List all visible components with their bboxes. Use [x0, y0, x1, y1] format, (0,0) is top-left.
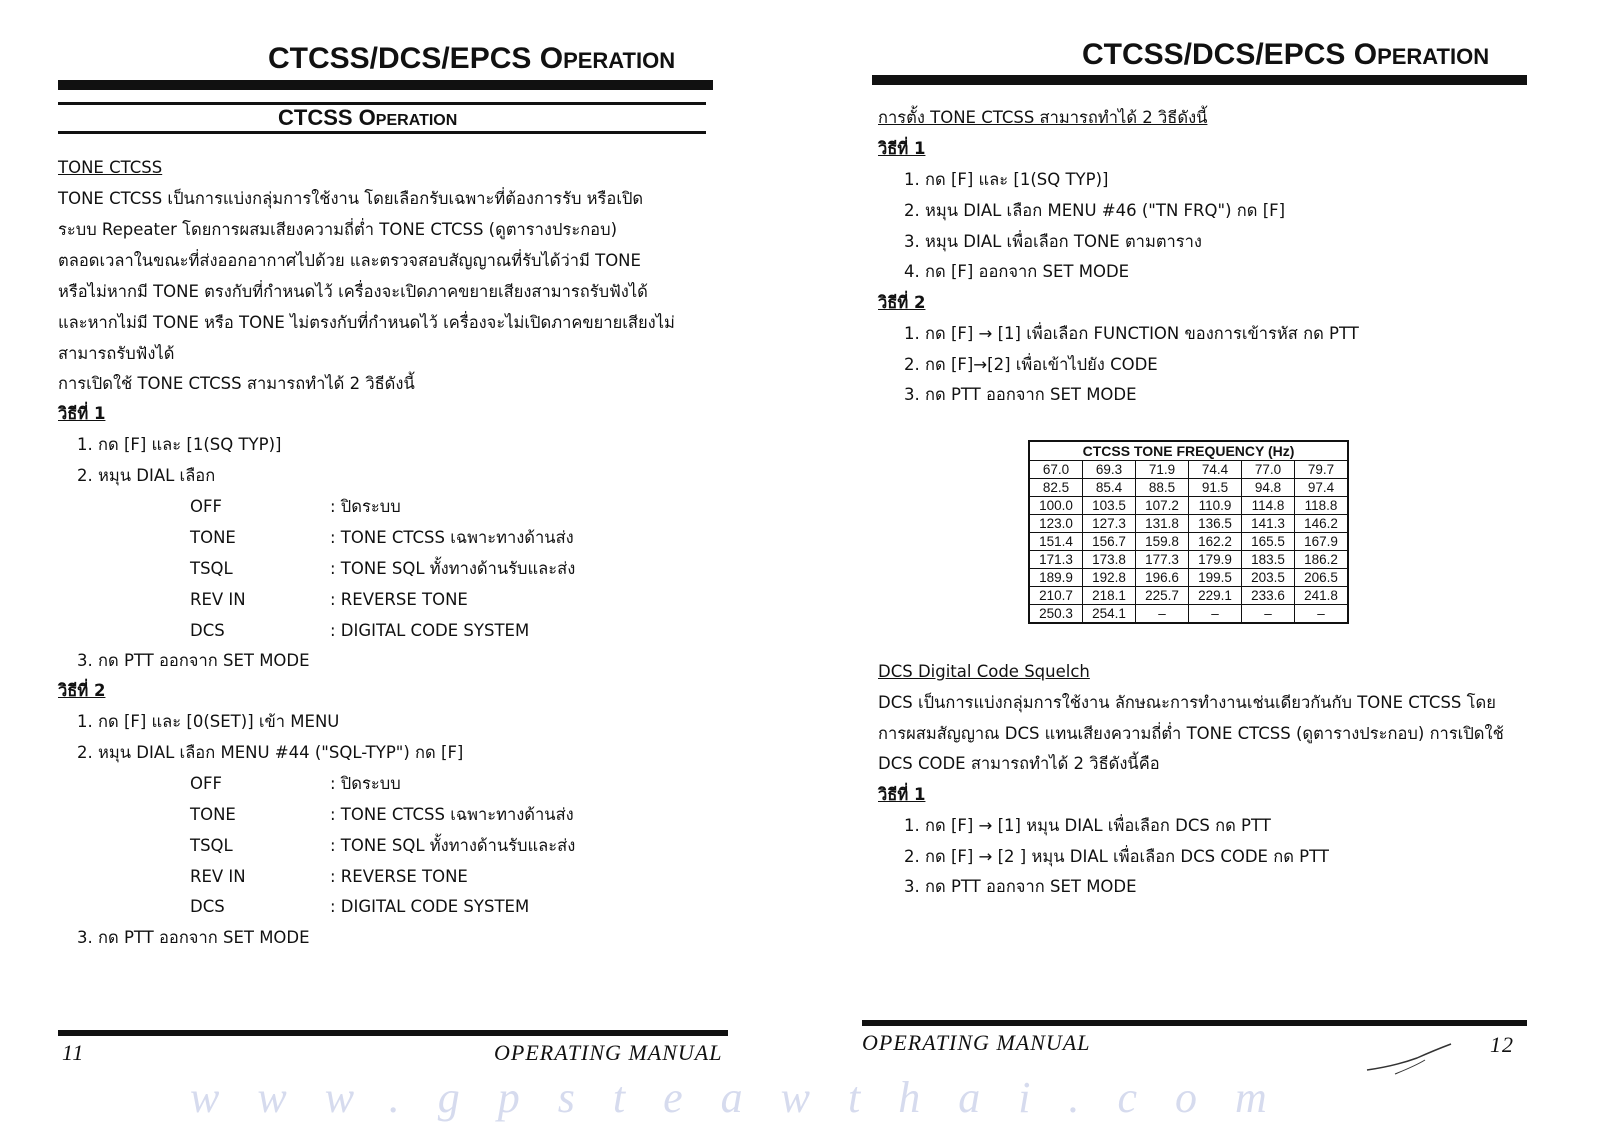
method2-step: 1. กด [F] → [1] เพื่อเลือก FUNCTION ของการเข้ารหัส กด PTT: [904, 324, 1359, 343]
table-cell: –: [1295, 605, 1349, 624]
table-cell: 159.8: [1136, 533, 1189, 551]
right-page-header: [1082, 38, 1489, 72]
table-cell: 186.2: [1295, 551, 1349, 569]
mode-name: DCS: [190, 897, 225, 916]
table-cell: 97.4: [1295, 479, 1349, 497]
mode-name: TSQL: [190, 836, 233, 855]
header-title-main: CTCSS/DCS/EPCS O: [268, 42, 564, 75]
method1-step: 4. กด [F] ออกจาก SET MODE: [904, 262, 1130, 281]
table-cell: –: [1189, 605, 1242, 624]
table-cell: 167.9: [1295, 533, 1349, 551]
table-cell: 77.0: [1242, 461, 1295, 479]
footer-rule: [862, 1020, 1527, 1026]
page-number: 11: [62, 1040, 85, 1065]
table-cell: 210.7: [1029, 587, 1083, 605]
header-title-small: PERATION: [1377, 44, 1490, 69]
paragraph-line: สามารถรับฟังได้: [58, 344, 175, 363]
table-title: CTCSS TONE FREQUENCY (Hz): [1029, 441, 1348, 461]
method2-step: 3. กด PTT ออกจาก SET MODE: [77, 928, 310, 947]
mode-name: TONE: [190, 805, 236, 824]
table-row: [1029, 605, 1348, 624]
method1-step: 1. กด [F] และ [1(SQ TYP)]: [904, 170, 1109, 189]
table-cell: 118.8: [1295, 497, 1349, 515]
header-title-small: PERATION: [563, 48, 676, 73]
mode-desc: : ปิดระบบ: [330, 774, 401, 793]
subheader-title-main: CTCSS O: [278, 105, 376, 130]
table-cell: 203.5: [1242, 569, 1295, 587]
dcs-paragraph-line: DCS CODE สามารถทำได้ 2 วิธีดังนี้คือ: [878, 754, 1160, 773]
table-cell: –: [1136, 605, 1189, 624]
table-row: [1029, 497, 1348, 515]
mode-name: TONE: [190, 528, 236, 547]
table-cell: 241.8: [1295, 587, 1349, 605]
method2-heading: วิธีที่ 2: [878, 293, 926, 312]
table-row: [1029, 479, 1348, 497]
right-page: [800, 0, 1600, 1132]
table-cell: 183.5: [1242, 551, 1295, 569]
method1-step: 3. หมุน DIAL เพื่อเลือก TONE ตามตาราง: [904, 232, 1202, 251]
method2-step: 2. กด [F]→[2] เพื่อเข้าไปยัง CODE: [904, 355, 1158, 374]
mode-name: REV IN: [190, 867, 246, 886]
table-cell: 206.5: [1295, 569, 1349, 587]
table-cell: 171.3: [1029, 551, 1083, 569]
mode-desc: : REVERSE TONE: [330, 867, 468, 886]
table-cell: 85.4: [1083, 479, 1136, 497]
table-cell: 189.9: [1029, 569, 1083, 587]
table-cell: 74.4: [1189, 461, 1242, 479]
watermark: www.gpsteawthai.com: [190, 1073, 1305, 1122]
mode-desc: : REVERSE TONE: [330, 590, 468, 609]
mode-name: TSQL: [190, 559, 233, 578]
table-cell: 127.3: [1083, 515, 1136, 533]
paragraph-line: TONE CTCSS เป็นการแบ่งกลุ่มการใช้งาน โดยเลือกรับเฉพาะที่ต้องการรับ หรือเปิด: [58, 189, 644, 208]
table-cell: 136.5: [1189, 515, 1242, 533]
subheader-title-small: PERATION: [375, 112, 458, 129]
table-row: [1029, 569, 1348, 587]
mode-desc: : ปิดระบบ: [330, 497, 401, 516]
dcs-method1-step: 2. กด [F] → [2 ] หมุน DIAL เพื่อเลือก DCS CODE กด PTT: [904, 847, 1329, 866]
method1-heading: วิธีที่ 1: [878, 139, 926, 158]
table-cell: 165.5: [1242, 533, 1295, 551]
table-body: [1029, 461, 1348, 624]
mode-name: OFF: [190, 774, 222, 793]
table-cell: 233.6: [1242, 587, 1295, 605]
section-title: TONE CTCSS: [58, 158, 163, 177]
table-cell: 250.3: [1029, 605, 1083, 624]
mode-desc: : DIGITAL CODE SYSTEM: [330, 897, 530, 916]
table-cell: 254.1: [1083, 605, 1136, 624]
table-cell: 196.6: [1136, 569, 1189, 587]
table-cell: 69.3: [1083, 461, 1136, 479]
dcs-paragraph-line: DCS เป็นการแบ่งกลุ่มการใช้งาน ลักษณะการทำงานเช่นเดียวกันกับ TONE CTCSS โดย: [878, 693, 1496, 712]
method1-step: 1. กด [F] และ [1(SQ TYP)]: [77, 435, 282, 454]
table-cell: 225.7: [1136, 587, 1189, 605]
subheader-title: [278, 105, 457, 131]
header-rule: [58, 80, 713, 90]
table-cell: 177.3: [1136, 551, 1189, 569]
header-rule: [872, 75, 1527, 85]
tone-setup-title: การตั้ง TONE CTCSS สามารถทำได้ 2 วิธีดังนี้: [878, 108, 1208, 127]
table-cell: 199.5: [1189, 569, 1242, 587]
table-cell: 107.2: [1136, 497, 1189, 515]
table-cell: 100.0: [1029, 497, 1083, 515]
method1-heading: วิธีที่ 1: [58, 404, 106, 423]
table-cell: 131.8: [1136, 515, 1189, 533]
mode-name: OFF: [190, 497, 222, 516]
table-cell: 229.1: [1189, 587, 1242, 605]
table-cell: 79.7: [1295, 461, 1349, 479]
method1-step: 2. หมุน DIAL เลือก: [77, 466, 216, 485]
page-number: 12: [1490, 1032, 1514, 1057]
footer-manual-title: OPERATING MANUAL: [862, 1030, 1091, 1055]
mode-desc: : DIGITAL CODE SYSTEM: [330, 621, 530, 640]
mode-desc: : TONE SQL ทั้งทางด้านรับและส่ง: [330, 559, 576, 578]
table-row: [1029, 551, 1348, 569]
mode-name: REV IN: [190, 590, 246, 609]
ctcss-tone-table: [1028, 440, 1349, 624]
table-cell: 173.8: [1083, 551, 1136, 569]
method2-step: 3. กด PTT ออกจาก SET MODE: [904, 385, 1137, 404]
dcs-method1-step: 3. กด PTT ออกจาก SET MODE: [904, 877, 1137, 896]
table-row: [1029, 533, 1348, 551]
table-cell: 156.7: [1083, 533, 1136, 551]
method2-step: 2. หมุน DIAL เลือก MENU #44 ("SQL-TYP") กด [F]: [77, 743, 464, 762]
table-row: [1029, 461, 1348, 479]
table-cell: 88.5: [1136, 479, 1189, 497]
method1-step: 2. หมุน DIAL เลือก MENU #46 ("TN FRQ") กด [F]: [904, 201, 1286, 220]
table-cell: 82.5: [1029, 479, 1083, 497]
dcs-method1-heading: วิธีที่ 1: [878, 785, 926, 804]
table-cell: 91.5: [1189, 479, 1242, 497]
table-cell: 114.8: [1242, 497, 1295, 515]
table-row: [1029, 587, 1348, 605]
mode-desc: : TONE CTCSS เฉพาะทางด้านส่ง: [330, 805, 574, 824]
method1-step: 3. กด PTT ออกจาก SET MODE: [77, 651, 310, 670]
table-cell: 103.5: [1083, 497, 1136, 515]
subheader-rule-bottom: [58, 131, 706, 134]
method2-step: 1. กด [F] และ [0(SET)] เข้า MENU: [77, 712, 340, 731]
table-cell: 123.0: [1029, 515, 1083, 533]
table-cell: 151.4: [1029, 533, 1083, 551]
enable-intro: การเปิดใช้ TONE CTCSS สามารถทำได้ 2 วิธีดังนี้: [58, 374, 415, 393]
table-cell: 141.3: [1242, 515, 1295, 533]
table-cell: 146.2: [1295, 515, 1349, 533]
footer-rule: [58, 1030, 728, 1036]
paragraph-line: หรือไม่หากมี TONE ตรงกับที่กำหนดไว้ เครื่องจะเปิดภาคขยายเสียงสามารถรับฟังได้: [58, 282, 648, 301]
table-cell: 67.0: [1029, 461, 1083, 479]
paragraph-line: ระบบ Repeater โดยการผสมเสียงความถี่ต่ำ TONE CTCSS (ดูตารางประกอบ): [58, 220, 618, 239]
footer-manual-title: OPERATING MANUAL: [494, 1040, 723, 1065]
table-cell: 192.8: [1083, 569, 1136, 587]
mode-desc: : TONE CTCSS เฉพาะทางด้านส่ง: [330, 528, 574, 547]
table-cell: 110.9: [1189, 497, 1242, 515]
mode-name: DCS: [190, 621, 225, 640]
table-cell: 218.1: [1083, 587, 1136, 605]
left-page-header: [268, 42, 675, 76]
paragraph-line: และหากไม่มี TONE หรือ TONE ไม่ตรงกับที่กำหนดไว้ เครื่องจะไม่เปิดภาคขยายเสียงไม่: [58, 313, 675, 332]
table-cell: 94.8: [1242, 479, 1295, 497]
table-cell: 162.2: [1189, 533, 1242, 551]
dcs-method1-step: 1. กด [F] → [1] หมุน DIAL เพื่อเลือก DCS กด PTT: [904, 816, 1271, 835]
dcs-paragraph-line: การผสมสัญญาณ DCS แทนเสียงความถี่ต่ำ TONE CTCSS (ดูตารางประกอบ) การเปิดใช้: [878, 724, 1504, 743]
table-cell: 71.9: [1136, 461, 1189, 479]
header-title-main: CTCSS/DCS/EPCS O: [1082, 38, 1378, 71]
table-row: [1029, 515, 1348, 533]
method2-heading: วิธีที่ 2: [58, 681, 106, 700]
mode-desc: : TONE SQL ทั้งทางด้านรับและส่ง: [330, 836, 576, 855]
dcs-title: DCS Digital Code Squelch: [878, 662, 1090, 681]
paragraph-line: ตลอดเวลาในขณะที่ส่งออกอากาศไปด้วย และตรวจสอบสัญญาณที่รับได้ว่ามี TONE: [58, 251, 641, 270]
table-cell: 179.9: [1189, 551, 1242, 569]
table-cell: –: [1242, 605, 1295, 624]
